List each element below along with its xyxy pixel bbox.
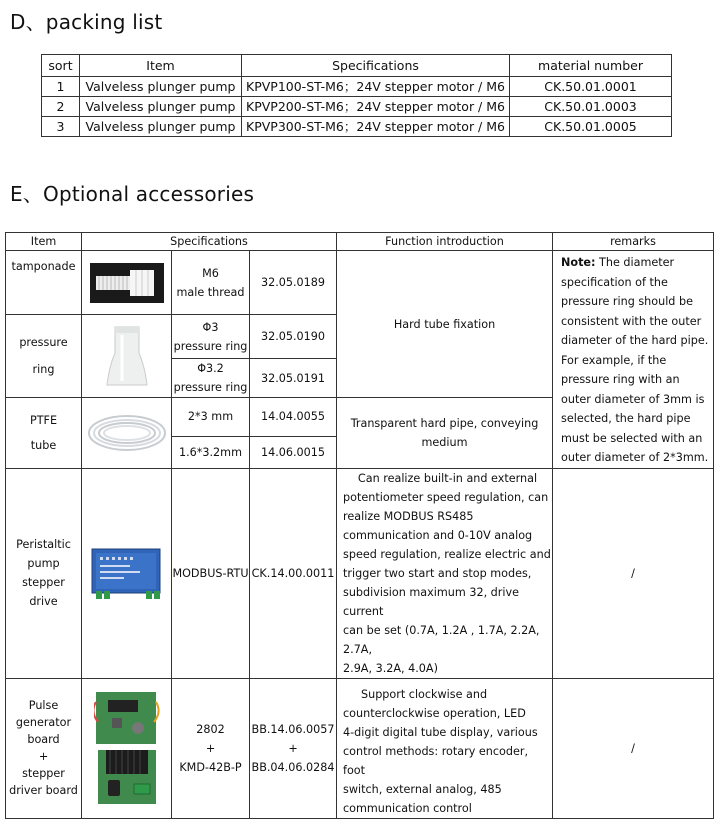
header-item: Item [80, 55, 242, 77]
pressure-ring-3-spec [172, 315, 250, 359]
pulse-code [250, 678, 337, 818]
cell-material: CK.50.01.0003 [510, 97, 672, 117]
peristaltic-code: CK.14.00.0011 [250, 468, 337, 678]
item-peristaltic-drive [6, 468, 82, 678]
item-line: ring [32, 363, 55, 377]
accessories-table [5, 232, 714, 819]
item-line: tube [30, 438, 57, 452]
func-line: communication and 0-10V analog [343, 528, 533, 542]
cell-sort: 2 [42, 97, 80, 117]
func-line: Can realize built-in and external [357, 471, 538, 485]
cell-spec: KPVP100-ST-M6；24V stepper motor / M6 [242, 77, 510, 97]
item-line: + [38, 750, 49, 763]
func-line: speed regulation, realize electric and [343, 547, 551, 561]
code-line: BB.14.06.0057 [251, 722, 335, 736]
code-line: BB.04.06.0284 [251, 760, 335, 774]
item-line: Pulse [28, 699, 59, 712]
pulse-function-cell [337, 678, 553, 818]
ptfe-b-code: 14.06.0015 [250, 436, 337, 468]
item-ptfe-tube [6, 398, 82, 468]
cell-item: Valveless plunger pump [80, 97, 242, 117]
func-line: Transparent hard pipe, conveying [350, 416, 539, 430]
table-row [42, 97, 672, 117]
item-line: generator [15, 716, 72, 729]
header-specifications: Specifications [242, 55, 510, 77]
header-specifications: Specifications [82, 233, 337, 251]
item-line: PTFE [29, 413, 58, 427]
remarks-note-cell [553, 251, 714, 469]
func-line: potentiometer speed regulation, can [343, 490, 549, 504]
spec-line: male thread [176, 285, 245, 299]
item-line: pressure [19, 336, 68, 350]
hard-tube-fixation-cell: Hard tube fixation [337, 251, 553, 398]
spec-line: + [205, 741, 216, 755]
item-pressure-ring [6, 315, 82, 398]
table-row [6, 678, 714, 818]
packing-list-table [41, 54, 672, 137]
code-line: + [288, 741, 298, 755]
func-line: Support clockwise and [361, 687, 488, 701]
spec-line: pressure ring [173, 339, 248, 353]
cell-spec: KPVP200-ST-M6；24V stepper motor / M6 [242, 97, 510, 117]
func-line: realize MODBUS RS485 [343, 509, 474, 523]
header-sort: sort [42, 55, 80, 77]
spec-line: pressure ring [173, 381, 248, 395]
func-line: counterclockwise operation, LED [343, 706, 526, 720]
ptfe-b-spec: 1.6*3.2mm [172, 436, 250, 468]
pulse-remark: / [553, 678, 714, 818]
pulse-spec [172, 678, 250, 818]
peristaltic-spec: MODBUS-RTU [172, 468, 250, 678]
packing-list-title: D、packing list [10, 10, 163, 34]
func-line: switch, external analog, 485 [343, 782, 502, 796]
func-line: control methods: rotary encoder, foot [343, 744, 529, 777]
ptfe-a-code: 14.04.0055 [250, 398, 337, 436]
header-function: Function introduction [337, 233, 553, 251]
cell-item: Valveless plunger pump [80, 117, 242, 137]
peristaltic-function-cell [337, 468, 553, 678]
spec-line: KMD-42B-P [179, 760, 242, 774]
note-text: The diameter specification of the pressure ring should be consistent with the outer diameter of the hard pipe. For example, if the pressure ring with an outer diameter of 3mm is selected, the hard pipe must be selected with an outer diameter of 2*3mm. [561, 256, 709, 464]
func-line: 4-digit digital tube display, various [343, 725, 538, 739]
tamponade-code: 32.05.0189 [250, 251, 337, 315]
tamponade-fitting-image [90, 263, 164, 303]
stepper-drive-image [90, 545, 164, 601]
note-label: Note: [561, 256, 596, 269]
tamponade-image [82, 251, 172, 315]
cell-sort: 1 [42, 77, 80, 97]
peristaltic-remark: / [553, 468, 714, 678]
header-remarks: remarks [553, 233, 714, 251]
item-line: stepper [22, 576, 65, 589]
func-line: medium [421, 435, 468, 449]
pulse-board-image-cell [82, 678, 172, 818]
item-line: board [27, 733, 60, 746]
func-line: 2.9A, 3.2A, 4.0A) [343, 661, 438, 675]
header-material-number: material number [510, 55, 672, 77]
ptfe-a-spec: 2*3 mm [172, 398, 250, 436]
ptfe-tube-image-cell [82, 398, 172, 468]
tamponade-spec [172, 251, 250, 315]
func-line: communication control [343, 801, 472, 815]
cell-spec: KPVP300-ST-M6；24V stepper motor / M6 [242, 117, 510, 137]
item-pulse-generator [6, 678, 82, 818]
item-line: stepper [22, 767, 65, 780]
table-row [6, 251, 714, 315]
cell-sort: 3 [42, 117, 80, 137]
spec-line: Φ3.2 [197, 362, 224, 376]
header-item: Item [6, 233, 82, 251]
func-line: can be set (0.7A, 1.2A , 1.7A, 2.2A, 2.7A, [343, 623, 540, 656]
cell-item: Valveless plunger pump [80, 77, 242, 97]
func-line: subdivision maximum 32, drive current [343, 585, 519, 618]
pressure-ring-image [102, 323, 152, 389]
table-row [42, 117, 672, 137]
table-row [6, 468, 714, 678]
cell-material: CK.50.01.0005 [510, 117, 672, 137]
func-line: trigger two start and stop modes, [343, 566, 532, 580]
ptfe-tube-image [86, 410, 168, 456]
spec-line: 2802 [196, 722, 225, 736]
table-row [42, 77, 672, 97]
table-header-row [42, 55, 672, 77]
pressure-ring-3-code: 32.05.0190 [250, 315, 337, 359]
optional-accessories-title: E、Optional accessories [10, 182, 255, 206]
pressure-ring-image-cell [82, 315, 172, 398]
cell-material: CK.50.01.0001 [510, 77, 672, 97]
pulse-board-image [94, 688, 160, 808]
pressure-ring-3-2-spec [172, 359, 250, 398]
table-header-row [6, 233, 714, 251]
item-line: drive [29, 595, 58, 608]
spec-line: M6 [202, 266, 219, 280]
item-tamponade: tamponade [6, 251, 82, 315]
item-line: Peristaltic [16, 538, 71, 551]
pressure-ring-3-2-code: 32.05.0191 [250, 359, 337, 398]
ptfe-function-cell [337, 398, 553, 468]
item-line: driver board [9, 784, 78, 797]
peristaltic-drive-image-cell [82, 468, 172, 678]
spec-line: Φ3 [202, 320, 219, 334]
item-line: pump [27, 557, 60, 570]
